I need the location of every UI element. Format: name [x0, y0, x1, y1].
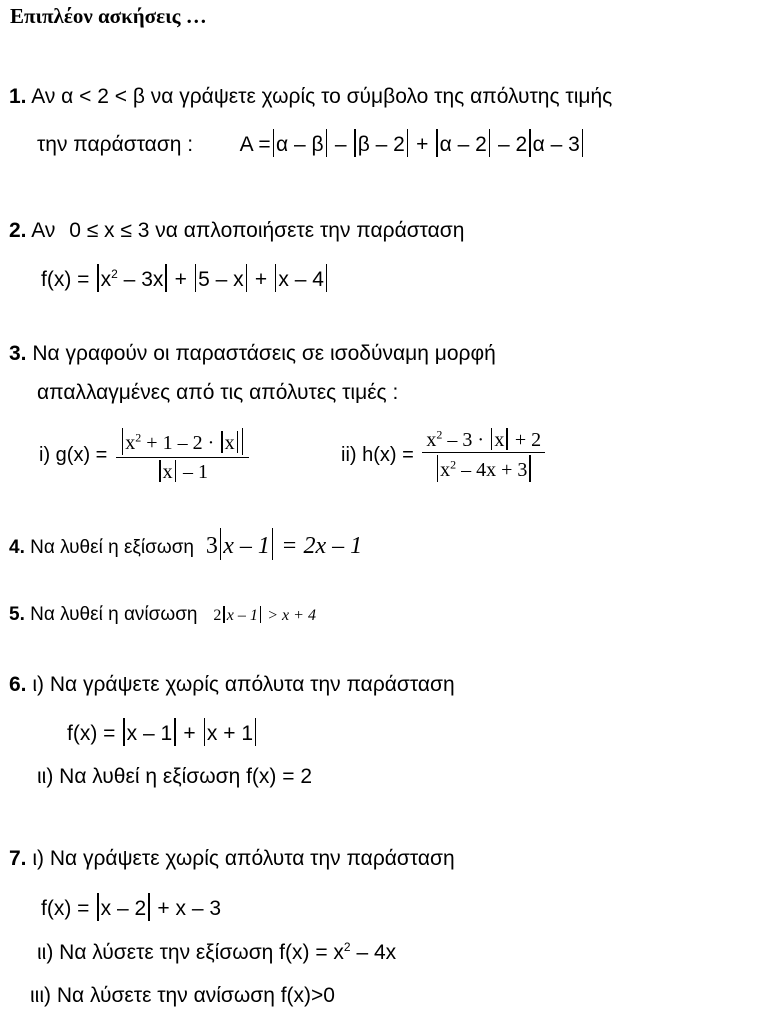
abs-term-1-b: – 3x: [117, 268, 164, 292]
exercise-3-text: Να γραφούν οι παραστάσεις σε ισοδύναμη μορφή: [32, 342, 496, 365]
exercise-2-line-1: [9, 220, 464, 241]
abs-term-1: x – 1: [126, 722, 173, 746]
exercise-1-line-2: [37, 129, 585, 157]
abs-term-2: x + 1: [206, 722, 254, 746]
exercise-4-number: 4.: [9, 537, 25, 559]
exercise-7-line-3: ιι) Να λύσετε την εξίσωση $f(x) = x^2 - 4x$: [37, 940, 397, 964]
exercise-6-number: 6.: [9, 673, 27, 696]
exercise-5: [9, 603, 316, 624]
fraction-h: [422, 428, 545, 482]
exercise-2-number: 2.: [9, 219, 27, 242]
operator: +: [254, 268, 268, 292]
abs-term-1: x: [100, 268, 112, 292]
exercise-1-number: 1.: [9, 85, 27, 108]
exercise-2-line-2: [41, 264, 329, 292]
part-i-label: i) g(x) =: [39, 444, 108, 466]
operator: +: [416, 133, 429, 157]
operator: –: [334, 133, 347, 157]
exercise-1-label: την παράσταση :: [37, 133, 194, 157]
exercise-2-condition: 0 ≤ x ≤ 3: [69, 219, 150, 242]
exercise-3-part-i: [39, 428, 252, 482]
exercise-6-line-2: [67, 718, 258, 746]
abs-term-2: 5 – x: [198, 268, 244, 292]
exercise-3-part-ii: [341, 428, 548, 482]
fraction-denominator: $x^2 - 4x + 3$: [422, 453, 545, 482]
exercise-7-line-2: [41, 893, 221, 921]
page-title: Επιπλέον ασκήσεις …: [10, 4, 207, 28]
exercise-7-line-1: [9, 848, 455, 869]
exercise-6-text: ι) Να γράψετε χωρίς απόλυτα την παράσταση: [26, 673, 455, 696]
exercise-5-number: 5.: [9, 604, 25, 625]
expr-lhs: Α =: [239, 133, 271, 157]
exercise-6-line-1: [9, 674, 455, 695]
abs-term-4: α – 3: [532, 133, 580, 157]
operator: +: [174, 268, 187, 292]
exercise-3-line-1: [9, 343, 496, 364]
exercise-7-text: ι) Να γράψετε χωρίς απόλυτα την παράσταση: [26, 847, 455, 870]
abs-term-3: x – 4: [278, 268, 324, 292]
exercise-2-text-a: Αν: [31, 219, 56, 242]
fraction-denominator: x – 1: [116, 458, 250, 482]
exercise-5-text: Να λυθεί η ανίσωση: [24, 604, 198, 625]
exercise-3-line-2: απαλλαγμένες από τις απόλυτες τιμές :: [37, 381, 399, 404]
part-ii-label: ii) h(x) =: [341, 444, 414, 466]
exercise-1-text: Αν α < 2 < β να γράψετε χωρίς το σύμβολο της απόλυτης τιμής: [31, 85, 613, 108]
fraction-numerator: $x^2 + 1 - 2 \cdot x$: [116, 428, 250, 458]
exercise-7-number: 7.: [9, 847, 27, 870]
function-lhs: f(x) =: [67, 722, 116, 746]
exercise-1-expression: [240, 133, 585, 156]
operator: – 2: [498, 133, 528, 157]
function-lhs: f(x) =: [41, 268, 90, 292]
function-lhs: f(x) =: [41, 897, 90, 921]
fraction-numerator: $x^2 - 3 \cdot x + 2$: [422, 428, 545, 453]
exercise-2-text-b: να απλοποιήσετε την παράσταση: [155, 219, 465, 242]
expression-rest: + x – 3: [157, 897, 222, 921]
exercise-4: [9, 528, 362, 560]
abs-term-3: α – 2: [439, 133, 487, 157]
abs-term-1: x – 2: [100, 897, 147, 921]
exponent: 2: [111, 267, 118, 282]
abs-term-1: α – β: [276, 133, 324, 157]
operator: +: [183, 722, 196, 746]
exercise-1-line-1: [9, 86, 612, 107]
fraction-g: [116, 428, 250, 482]
exercise-3-number: 3.: [9, 342, 27, 365]
exercise-5-inequality: 2 x – 1 > x + 4: [213, 607, 316, 624]
exercise-7-line-4: ιιι) Να λύσετε την ανίσωση f(x)>0: [30, 984, 335, 1007]
exercise-6-line-3: ιι) Να λυθεί η εξίσωση f(x) = 2: [37, 765, 313, 788]
exercise-4-equation: 3 x – 1 = 2x – 1: [206, 533, 362, 559]
exercise-4-text: Να λυθεί η εξίσωση: [24, 537, 194, 559]
abs-term-2: β – 2: [357, 133, 405, 157]
